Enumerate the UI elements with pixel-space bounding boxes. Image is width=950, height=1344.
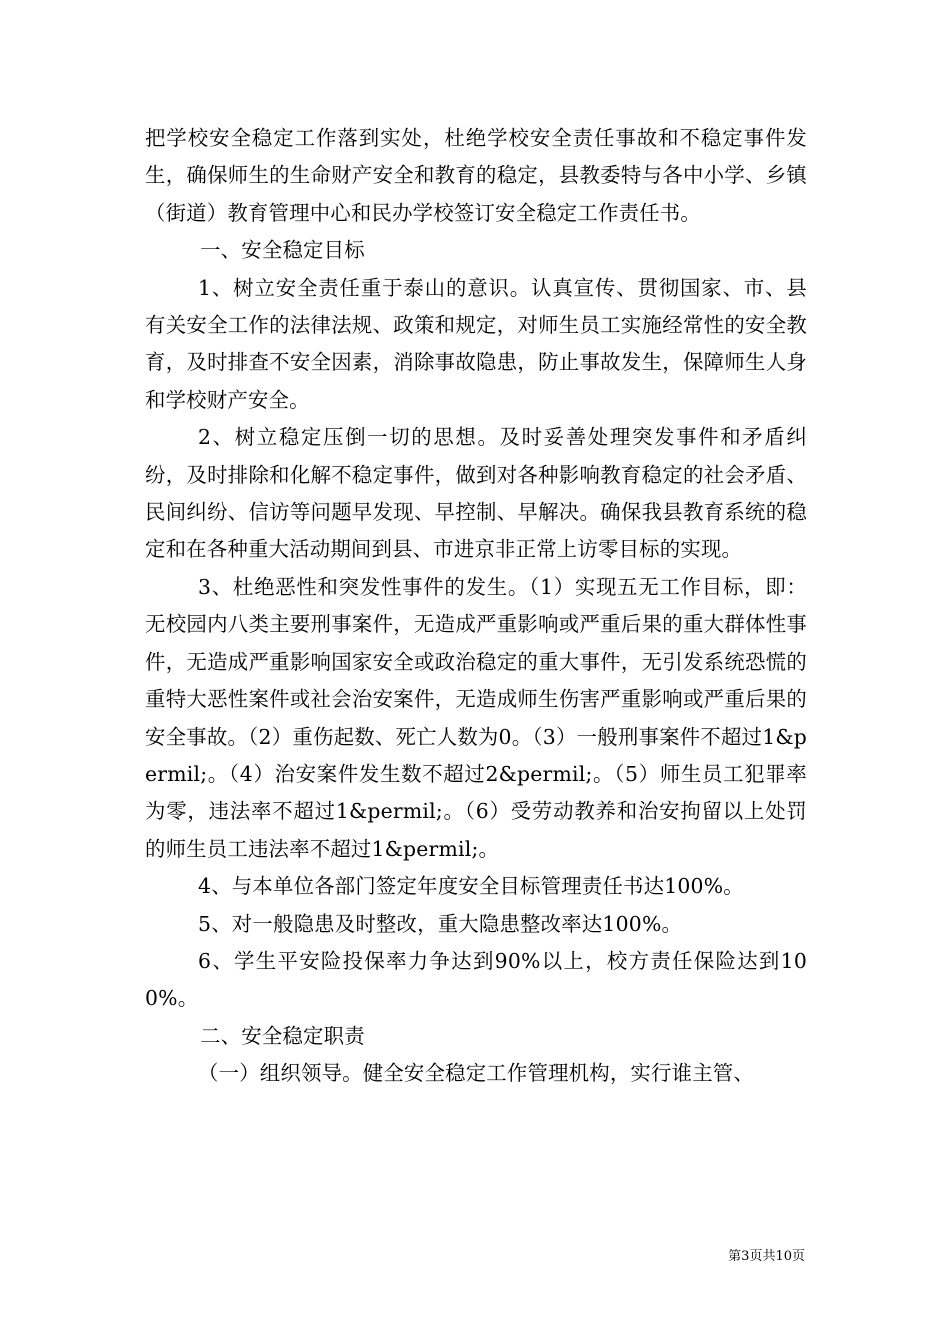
section-heading-goals: 一、安全稳定目标: [200, 238, 365, 263]
goal-item-4: 4、与本单位各部门签定年度安全目标管理责任书达100%。: [198, 874, 744, 899]
goal-item-5: 5、对一般隐患及时整改，重大隐患整改率达100%。: [198, 911, 683, 936]
duty-item-1: （一）组织领导。健全安全稳定工作管理机构，实行谁主管、: [198, 1061, 754, 1086]
goal-item-3: 3、杜绝恶性和突发性事件的发生。（1）实现五无工作目标，即：无校园内八类主要刑事案件，无造成严重影响或严重后果的重大群体性事件，无造成严重影响国家安全或政治稳定的重大事件，无引发系统恐慌的重特大恶性案件或社会治安案件，无造成师生伤害严重影响或严重后果的安全事故。（2）重伤起数、死亡人数为0。（3）一般刑事案件不超过1&permil;。（4）治安案件发生数不超过2&permil;。（5）师生员工犯罪率为零，违法率不超过1&permil;。（6）受劳动教养和治安拘留以上处罚的师生员工违法率不超过1&permil;。: [145, 574, 807, 861]
page-number: 第3页共10页: [728, 1249, 805, 1264]
goal-item-6: 6、学生平安险投保率力争达到90%以上，校方责任保险达到100%。: [145, 948, 807, 1011]
goal-item-1: 1、树立安全责任重于泰山的意识。认真宣传、贯彻国家、市、县有关安全工作的法律法规、政策和规定，对师生员工实施经常性的安全教育，及时排查不安全因素，消除事故隐患，防止事故发生，保障师生人身和学校财产安全。: [145, 275, 807, 412]
paragraph-intro: 把学校安全稳定工作落到实处，杜绝学校安全责任事故和不稳定事件发生，确保师生的生命财产安全和教育的稳定，县教委特与各中小学、乡镇（街道）教育管理中心和民办学校签订安全稳定工作责任书。: [145, 126, 807, 225]
section-heading-duties: 二、安全稳定职责: [200, 1023, 365, 1048]
document-body: [145, 120, 807, 1093]
goal-item-2: 2、树立稳定压倒一切的思想。及时妥善处理突发事件和矛盾纠纷，及时排除和化解不稳定事件，做到对各种影响教育稳定的社会矛盾、民间纠纷、信访等问题早发现、早控制、早解决。确保我县教育系统的稳定和在各种重大活动期间到县、市进京非正常上访零目标的实现。: [145, 425, 807, 562]
